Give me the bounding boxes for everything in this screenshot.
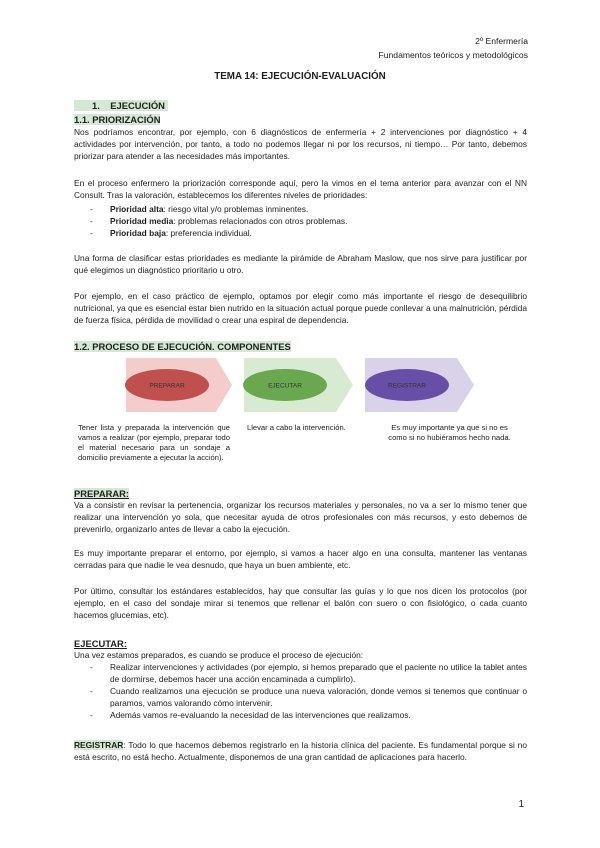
registrar-label: REGISTRAR bbox=[74, 740, 124, 750]
list-item: - Además vamos re-evaluando la necesidad de las intervenciones que realizamos. bbox=[90, 710, 527, 722]
priority-label: Prioridad baja bbox=[110, 227, 166, 238]
list-item: - Realizar intervenciones y actividades (por ejemplo, si hemos preparado que el paciente no utilice la tablet antes de dormirse, debemos hacer una acción encaminada a cumplirlo). bbox=[90, 662, 527, 686]
subsection-heading-priorizacion bbox=[74, 113, 160, 126]
list-item bbox=[90, 204, 527, 216]
section-heading-text: 1. EJECUCIÓN bbox=[74, 100, 168, 111]
process-diagram bbox=[74, 352, 527, 418]
list-item bbox=[90, 216, 527, 228]
paragraph-preparar-1: Va a consistir en revisar la pertenencia, organizar los recursos materiales y personales, no va a ser lo mismo tener que realizar una intervención yo sola, que necesitar ayuda de otros profesionales con más recursos, y esto debemos de prevenirlo, organizarlo antes de llevar a cabo la ejecución. bbox=[74, 500, 527, 534]
step-caption-registrar: Es muy importante ya que si no es como si no hubiéramos hecho nada. bbox=[388, 423, 511, 442]
paragraph-priorizacion: En el proceso enfermero la priorización corresponde aquí, pero la vimos en el tema anterior para avanzar con el NN Consult. Tras la valoración, establecemos los diferentes niveles de prioridades: bbox=[74, 178, 527, 200]
step-caption-preparar: Tener lista y preparada la intervención que vamos a realizar (por ejemplo, preparar todo el material necesario para un sondaje a domicilio previamente a ejecutar la acción). bbox=[78, 423, 230, 462]
step-label: REGISTRAR bbox=[388, 382, 426, 390]
header-subject: Fundamentos teóricos y metodológicos bbox=[378, 50, 528, 60]
step-label: PREPARAR bbox=[149, 382, 185, 390]
section-heading-ejecucion bbox=[74, 99, 168, 112]
paragraph-intro: Nos podríamos encontrar, por ejemplo, con 6 diagnósticos de enfermería + 2 intervenciones por diagnóstico + 4 actividades por intervención, por tanto, a todo no podemos llegar ni por los recursos, ni tiempo… Por tanto, debemos priorizar para atender a las necesidades más importantes. bbox=[74, 127, 527, 161]
heading-text: EJECUTAR: bbox=[74, 638, 127, 649]
header-course-year: 2º Enfermería bbox=[475, 36, 528, 46]
priority-text: : preferencia individual. bbox=[165, 227, 252, 238]
step-registrar bbox=[365, 358, 474, 412]
subsection-heading-text: 1.1. PRIORIZACIÓN bbox=[74, 114, 161, 125]
priority-label: Prioridad alta bbox=[110, 204, 164, 214]
step-caption-ejecutar: Llevar a cabo la intervención. bbox=[247, 423, 346, 432]
paragraph-example: Por ejemplo, en el caso práctico de ejemplo, optamos por elegir como más importante el riesgo de desequilibrio nutricional, ya que es esencial estar bien nutrido en la situación actual porque puede conllevar a una malnutrición, pérdida de fuerza física, pérdida de movilidad o crear una espiral de dependencia. bbox=[74, 291, 528, 325]
page-number: 1 bbox=[518, 799, 524, 810]
paragraph-preparar-3: Por último, consultar los estándares establecidos, hay que consultar las guías y lo que nos dicen los protocolos (por ejemplo, en el caso del sondaje mirar si tenemos que rellenar el balón con suero o con fisiológico, o cada cuanto hacemos glucemias, etc). bbox=[74, 586, 527, 620]
registrar-text: : Todo lo que hacemos debemos registrarlo en la historia clínica del paciente. Es fundamental porque si no está escrito, no está hecho. Actualmente, disponemos de una gran cantidad de aplicaciones para hacerlo. bbox=[74, 740, 527, 762]
heading-ejecutar bbox=[74, 637, 127, 650]
paragraph-registrar bbox=[74, 740, 527, 764]
ejecutar-list bbox=[90, 662, 527, 722]
priority-text: : riesgo vital y/o problemas inminentes. bbox=[163, 204, 309, 214]
heading-text: PREPARAR: bbox=[74, 488, 130, 499]
subsection-heading-text: 1.2. PROCESO DE EJECUCIÓN. COMPONENTES bbox=[74, 341, 291, 352]
step-preparar bbox=[125, 358, 232, 412]
list-item bbox=[90, 228, 527, 240]
priority-list bbox=[90, 204, 527, 240]
page-title: TEMA 14: EJECUCIÓN-EVALUACIÓN bbox=[214, 71, 386, 82]
step-label: EJECUTAR bbox=[268, 382, 302, 390]
list-item: - Cuando realizamos una ejecución se produce una nueva valoración, donde vemos si tenemos que continuar o paramos, vamos valorando cómo intervenir. bbox=[90, 686, 527, 710]
paragraph-ejecutar-intro: Una vez estamos preparados, es cuando se produce el proceso de ejecución: bbox=[74, 650, 364, 660]
paragraph-maslow: Una forma de clasificar estas prioridades es mediante la pirámide de Abraham Maslow, que nos sirve para justificar por qué elegimos un diagnóstico prioritario u otro. bbox=[74, 253, 527, 275]
step-ejecutar bbox=[243, 358, 353, 412]
paragraph-preparar-2: Es muy importante preparar el entorno, por ejemplo, si vamos a hacer algo en una consulta, mantener las ventanas cerradas para que nadie le vea desnudo, que haya un buen ambiente, etc. bbox=[74, 548, 527, 570]
priority-text: : problemas relacionados con otros problemas. bbox=[173, 215, 348, 226]
heading-preparar bbox=[74, 487, 129, 500]
priority-label: Prioridad media bbox=[110, 215, 174, 226]
